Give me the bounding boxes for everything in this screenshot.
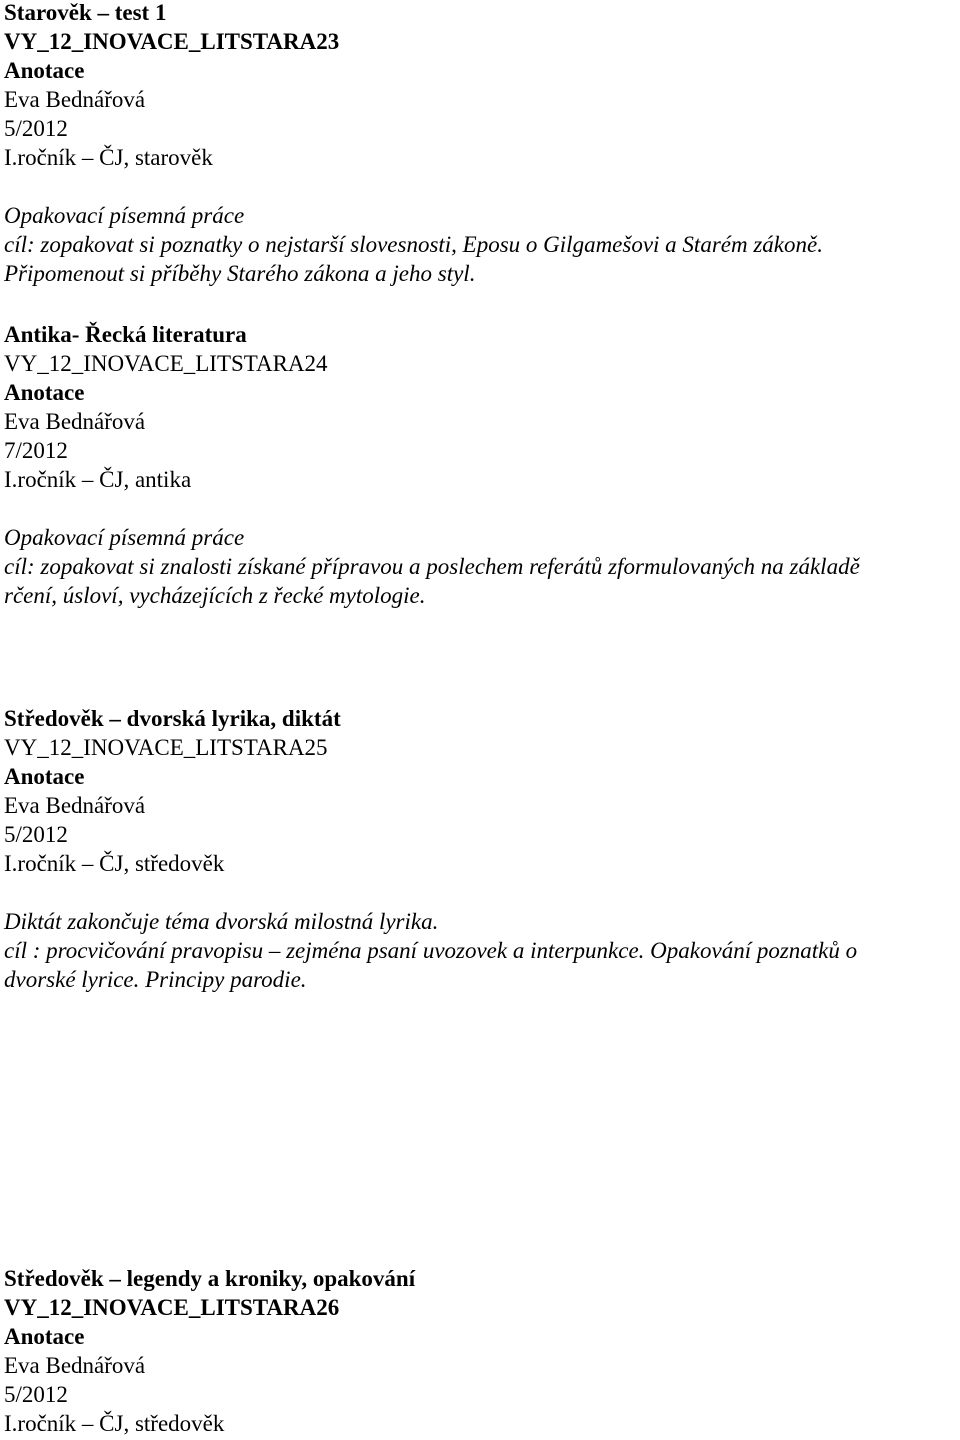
entry-author: Eva Bednářová	[4, 409, 146, 434]
entry-code: VY_12_INOVACE_LITSTARA24	[4, 351, 328, 376]
entry-desc-line: cíl: zopakovat si poznatky o nejstarší slovesnosti, Eposu o Gilgamešovi a Starém zákoně.	[4, 232, 823, 257]
entry-code: VY_12_INOVACE_LITSTARA26	[4, 1295, 340, 1320]
entry-desc-line: rčení, úsloví, vycházejících z řecké mytologie.	[4, 583, 426, 608]
entry-4	[4, 1264, 956, 1438]
entry-class-info: I.ročník – ČJ, starověk	[4, 145, 213, 170]
entry-title: Středověk – legendy a kroniky, opakování	[4, 1266, 416, 1291]
entry-desc-line: dvorské lyrice. Principy parodie.	[4, 967, 307, 992]
entry-desc-line: Diktát zakončuje téma dvorská milostná lyrika.	[4, 909, 439, 934]
entry-class-info: I.ročník – ČJ, středověk	[4, 851, 225, 876]
entry-code: VY_12_INOVACE_LITSTARA23	[4, 29, 340, 54]
entry-class-info: I.ročník – ČJ, antika	[4, 467, 192, 492]
entry-1	[4, 0, 956, 288]
entry-date: 7/2012	[4, 438, 68, 463]
entry-3	[4, 704, 956, 994]
entry-desc-line: Připomenout si příběhy Starého zákona a jeho styl.	[4, 261, 476, 286]
entry-desc-line: Opakovací písemná práce	[4, 203, 245, 228]
entry-2	[4, 320, 956, 610]
entry-desc-line: cíl: zopakovat si znalosti získané přípravou a poslechem referátů zformulovaných na základě	[4, 554, 860, 579]
entry-date: 5/2012	[4, 116, 68, 141]
entry-title: Starověk – test 1	[4, 0, 167, 25]
entry-class-info: I.ročník – ČJ, středověk	[4, 1411, 225, 1436]
entry-date: 5/2012	[4, 1382, 68, 1407]
entry-title: Antika- Řecká literatura	[4, 322, 247, 347]
entry-author: Eva Bednářová	[4, 1353, 146, 1378]
entry-author: Eva Bednářová	[4, 793, 146, 818]
entry-title: Středověk – dvorská lyrika, diktát	[4, 706, 341, 731]
annotation-label: Anotace	[4, 380, 85, 405]
entry-code: VY_12_INOVACE_LITSTARA25	[4, 735, 328, 760]
annotation-label: Anotace	[4, 1324, 85, 1349]
entry-desc-line: Opakovací písemná práce	[4, 525, 245, 550]
annotation-label: Anotace	[4, 58, 85, 83]
entry-date: 5/2012	[4, 822, 68, 847]
entry-author: Eva Bednářová	[4, 87, 146, 112]
annotation-label: Anotace	[4, 764, 85, 789]
entry-desc-line: cíl : procvičování pravopisu – zejména psaní uvozovek a interpunkce. Opakování poznatků o	[4, 938, 858, 963]
